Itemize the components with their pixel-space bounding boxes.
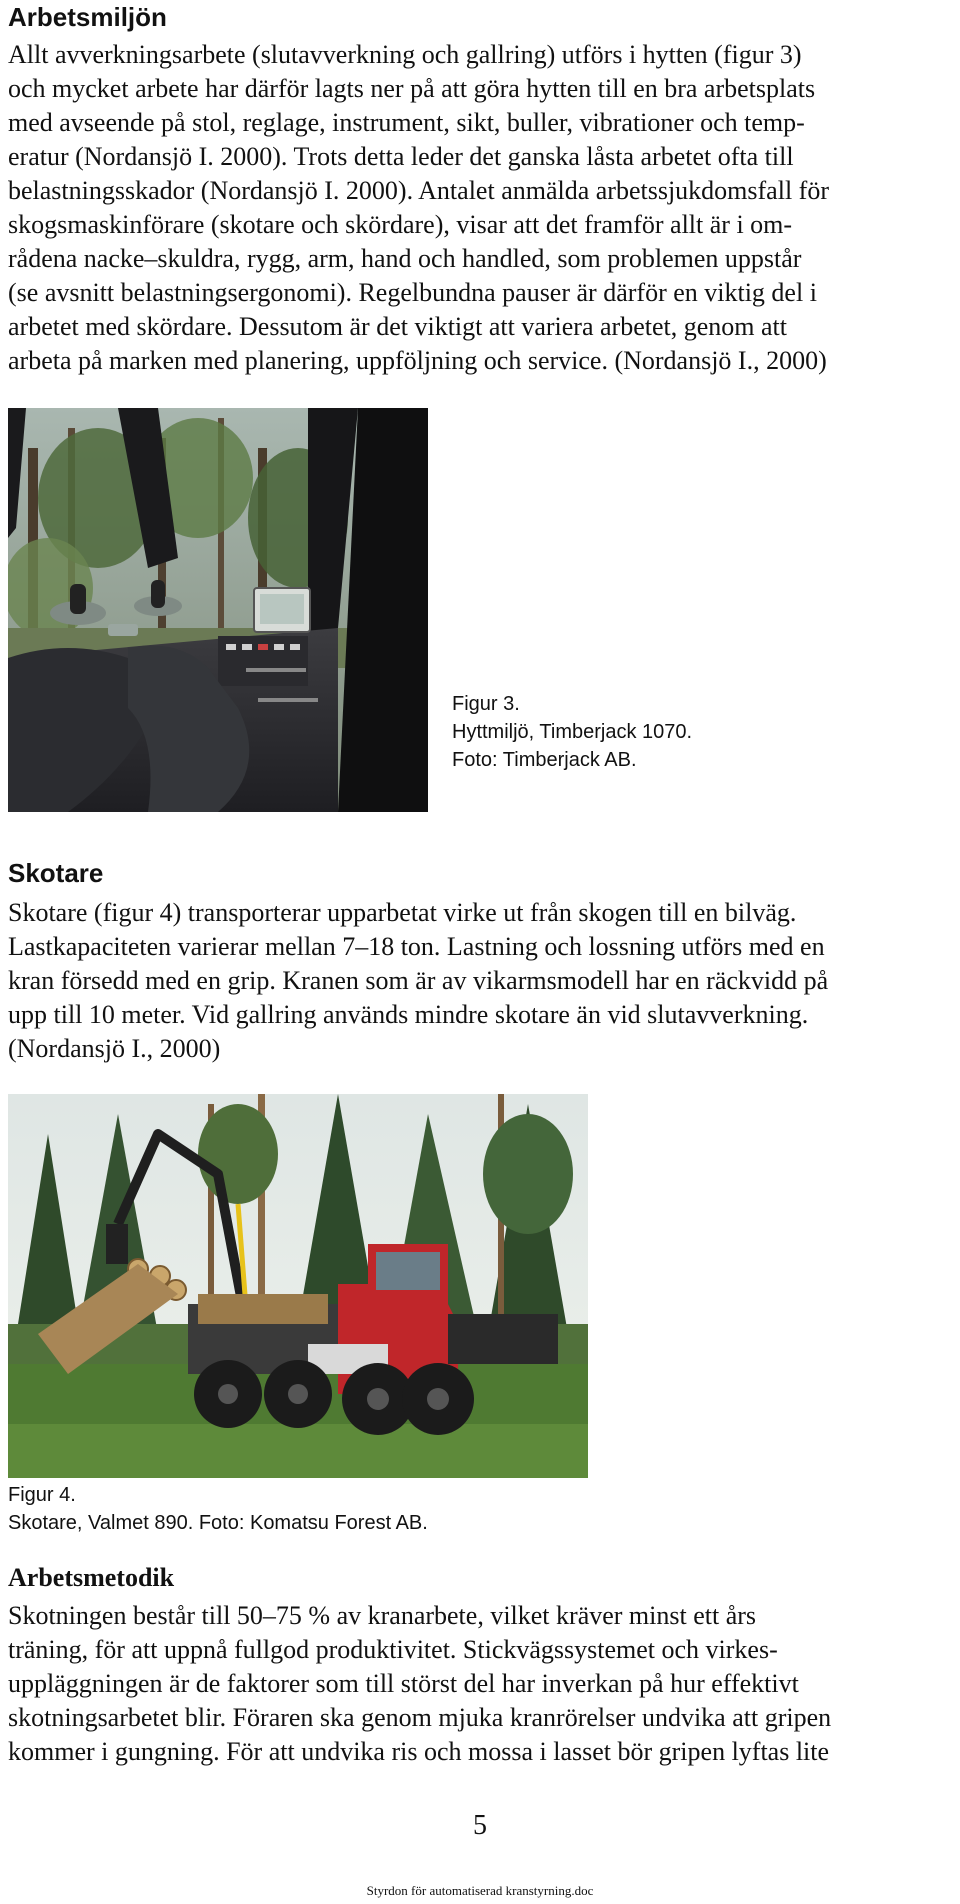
footer-filename: Styrdon för automatiserad kranstyrning.doc [366, 1883, 594, 1898]
paragraph-line: Skotningen består till 50–75 % av kranarbete, vilket kräver minst ett års [8, 1601, 757, 1630]
paragraph-line: Skotare (figur 4) transporterar upparbetat virke ut från skogen till en bilväg. [8, 898, 797, 927]
paragraph-line: kommer i gungning. För att undvika ris och mossa i lasset bör gripen lyftas lite [8, 1737, 830, 1766]
heading-arbetsmiljon: Arbetsmiljön [8, 2, 167, 32]
paragraph-line: och mycket arbete har därför lagts ner på att göra hytten till en bra arbetsplats [8, 74, 816, 103]
paragraph-line: upp till 10 meter. Vid gallring används mindre skotare än vid slutavverkning. [8, 1000, 809, 1029]
caption-line: Figur 3. [452, 693, 520, 715]
paragraph-line: Lastkapaciteten varierar mellan 7–18 ton. Lastning och lossning utförs med en [8, 932, 825, 961]
page-number: 5 [473, 1810, 487, 1841]
paragraph-line: rådena nacke–skuldra, rygg, arm, hand och handled, som problemen uppstår [8, 244, 802, 273]
heading-skotare: Skotare [8, 858, 104, 888]
paragraph-line: Allt avverkningsarbete (slutavverkning och gallring) utförs i hytten (figur 3) [8, 40, 802, 69]
paragraph-line: arbetet med skördare. Dessutom är det viktigt att variera arbetet, genom att [8, 312, 787, 341]
caption-line: Hyttmiljö, Timberjack 1070. [452, 721, 693, 743]
paragraph-line: uppläggningen är de faktorer som till störst del har inverkan på hur effektivt [8, 1669, 799, 1698]
paragraph-line: skogsmaskinförare (skotare och skördare), visar att det framför allt är i om- [8, 210, 793, 239]
figure4-forwarder-photo [8, 1094, 588, 1478]
paragraph-line: med avseende på stol, reglage, instrument, sikt, buller, vibrationer och temp- [8, 108, 805, 137]
forwarder-illustration [8, 1094, 588, 1478]
paragraph-line: kran försedd med en grip. Kranen som är av vikarmsmodell har en räckvidd på [8, 966, 829, 995]
paragraph-line: träning, för att uppnå fullgod produktivitet. Stickvägssystemet och virkes- [8, 1635, 778, 1664]
paragraph-line: (Nordansjö I., 2000) [8, 1034, 221, 1063]
figure3-cab-photo [8, 408, 428, 812]
paragraph-line: belastningsskador (Nordansjö I. 2000). Antalet anmälda arbetssjukdomsfall för [8, 176, 829, 205]
paragraph-line: arbeta på marken med planering, uppföljning och service. (Nordansjö I., 2000) [8, 346, 827, 375]
paragraph-line: (se avsnitt belastningsergonomi). Regelbundna pauser är därför en viktig del i [8, 278, 817, 307]
caption-line: Skotare, Valmet 890. Foto: Komatsu Forest AB. [8, 1512, 428, 1534]
caption-line: Figur 4. [8, 1484, 76, 1506]
cab-interior-illustration [8, 408, 428, 812]
heading-arbetsmetodik: Arbetsmetodik [8, 1563, 175, 1592]
paragraph-line: skotningsarbetet blir. Föraren ska genom mjuka kranrörelser undvika att gripen [8, 1703, 832, 1732]
caption-line: Foto: Timberjack AB. [452, 749, 637, 771]
paragraph-line: eratur (Nordansjö I. 2000). Trots detta leder det ganska låsta arbetet ofta till [8, 142, 794, 171]
